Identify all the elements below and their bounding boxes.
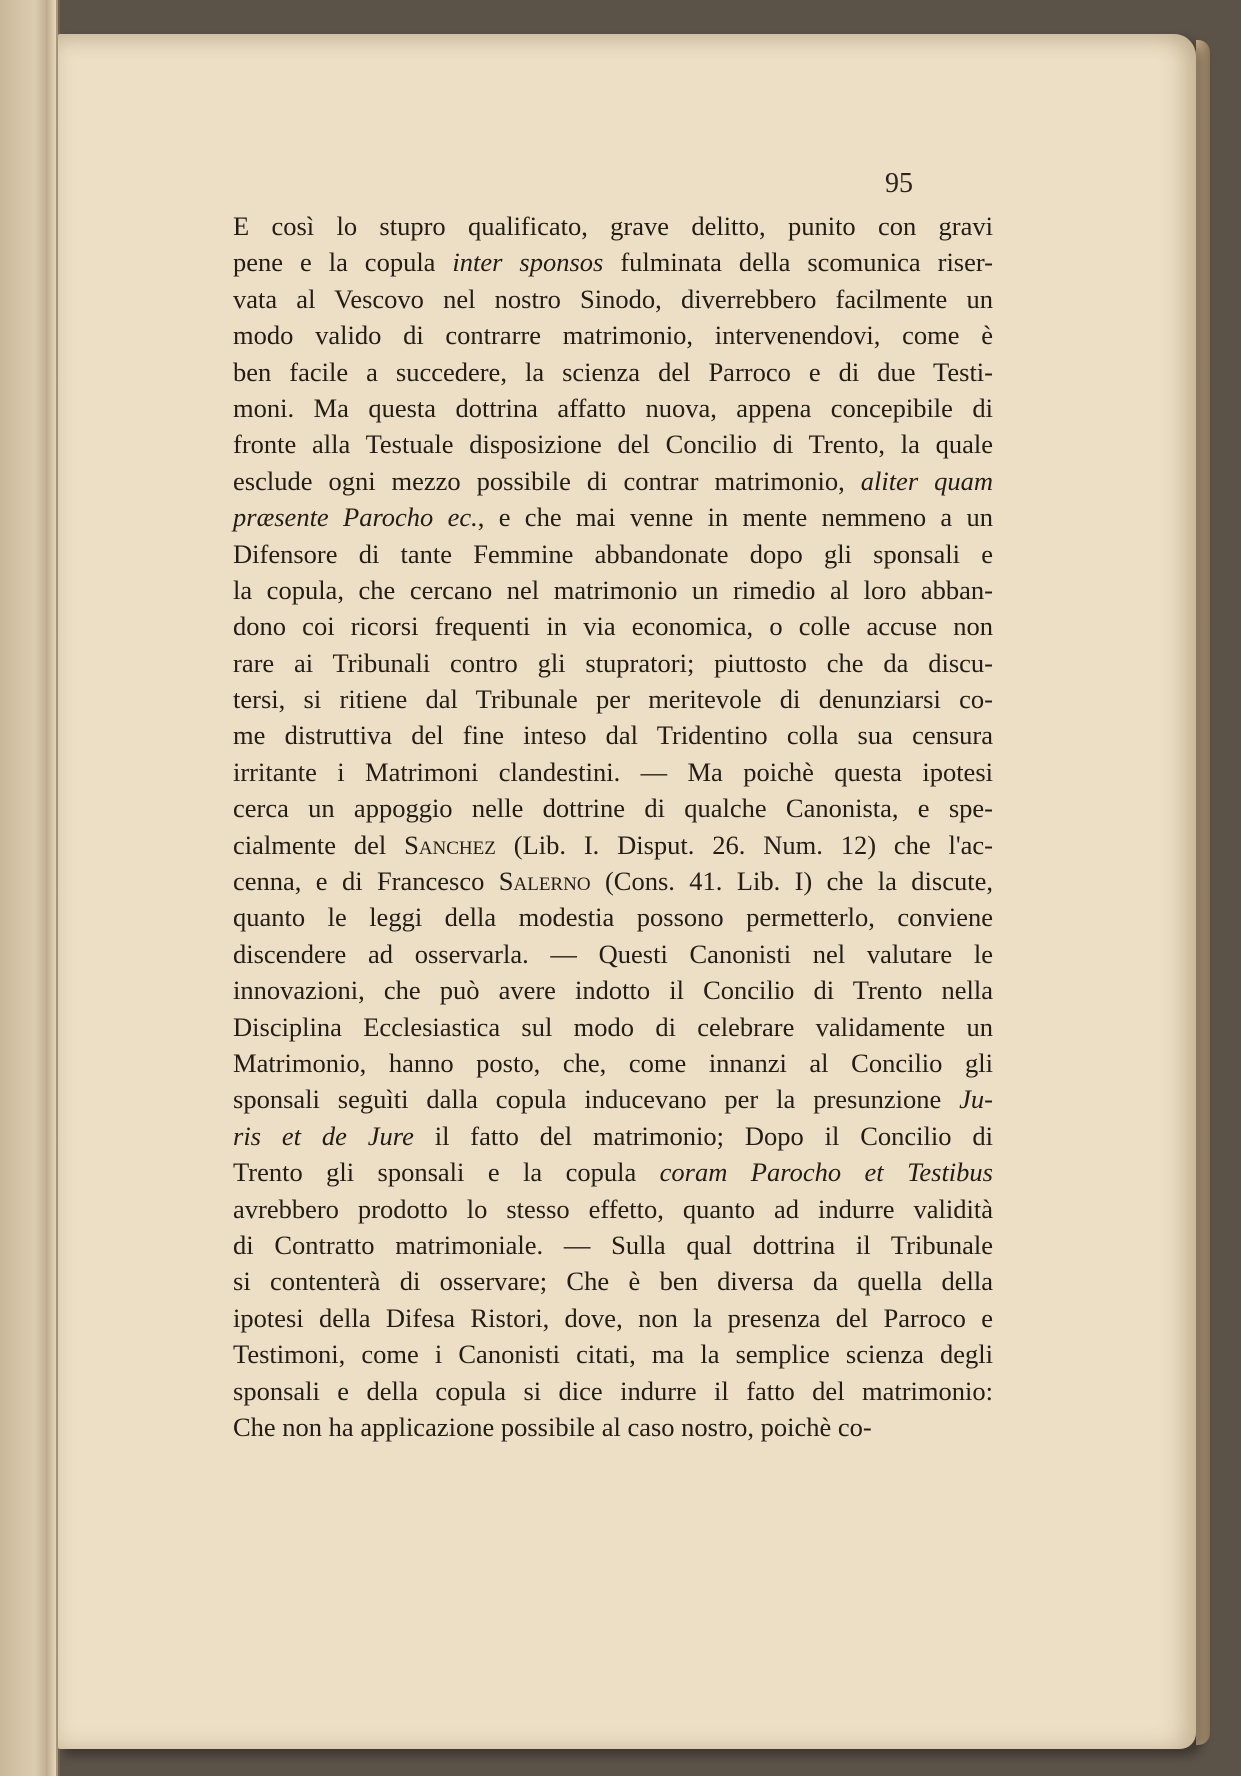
text-line (233, 827, 993, 863)
text-run: (Lib. I. Disput. 26. Num. 12) che l'ac- (495, 829, 993, 860)
text-run: avrebbero prodotto lo stesso effetto, quanto ad indurre validità (233, 1193, 993, 1224)
text-line (233, 717, 993, 753)
text-line (233, 1009, 993, 1045)
text-line (233, 1191, 993, 1227)
text-run: sponsali e della copula si dice indurre il fatto del matrimonio: (233, 1375, 993, 1406)
text-line (233, 863, 993, 899)
text-line (233, 281, 993, 317)
text-line (233, 208, 993, 244)
text-run: , e che mai venne in mente nemmeno a un (477, 502, 993, 533)
text-run: la copula, che cercano nel matrimonio un rimedio al loro abban- (233, 574, 993, 605)
text-line (233, 1336, 993, 1372)
italic-text: ris et de Jure (233, 1120, 414, 1151)
text-run: innovazioni, che può avere indotto il Concilio di Trento nella (233, 975, 993, 1006)
text-run: pene e la copula (233, 247, 453, 278)
text-line (233, 390, 993, 426)
text-line (233, 1409, 993, 1445)
text-line (233, 1118, 993, 1154)
italic-text: coram Parocho et Testibus (659, 1157, 993, 1188)
text-run: Testimoni, come i Canonisti citati, ma la semplice scienza degli (233, 1339, 993, 1370)
text-line (233, 899, 993, 935)
text-run: cialmente del (233, 829, 405, 860)
page-number: 95 (885, 168, 913, 199)
text-line (233, 463, 993, 499)
text-line (233, 499, 993, 535)
text-run: moni. Ma questa dottrina affatto nuova, appena concepibile di (233, 392, 993, 423)
text-run: fronte alla Testuale disposizione del Concilio di Trento, la quale (233, 429, 993, 460)
text-run: Matrimonio, hanno posto, che, come innanzi al Concilio gli (233, 1047, 993, 1078)
text-run: modo valido di contrarre matrimonio, intervenendovi, come è (233, 320, 993, 351)
text-run: il fatto del matrimonio; Dopo il Concilio di (413, 1120, 993, 1151)
text-run: cerca un appoggio nelle dottrine di qualche Canonista, e spe- (233, 793, 993, 824)
text-line (233, 317, 993, 353)
text-run: cenna, e di Francesco (233, 866, 499, 897)
small-caps-name: Sanchez (404, 829, 496, 860)
italic-text: præsente Parocho ec. (233, 502, 478, 533)
text-run: irritante i Matrimoni clandestini. — Ma poichè questa ipotesi (233, 756, 993, 787)
text-run: Trento gli sponsali e la copula (233, 1157, 660, 1188)
italic-text: inter sponsos (452, 247, 604, 278)
text-run: di Contratto matrimoniale. — Sulla qual dottrina il Tribunale (233, 1229, 993, 1260)
text-run: rare ai Tribunali contro gli stupratori; piuttosto che da discu- (233, 647, 993, 678)
text-run: fulminata della scomunica riser- (603, 247, 994, 278)
text-run: me distruttiva del fine inteso dal Tridentino colla sua censura (233, 720, 993, 751)
text-line (233, 426, 993, 462)
text-run: Difensore di tante Femmine abbandonate dopo gli sponsali e (233, 538, 993, 569)
text-line (233, 790, 993, 826)
text-line (233, 536, 993, 572)
text-line (233, 1263, 993, 1299)
text-line (233, 354, 993, 390)
body-text (233, 208, 993, 1445)
italic-text: aliter quam (860, 465, 993, 496)
text-run: vata al Vescovo nel nostro Sinodo, diverrebbero facilmente un (233, 283, 993, 314)
italic-text: Ju- (959, 1084, 993, 1115)
text-run: dono coi ricorsi frequenti in via economica, o colle accuse non (233, 611, 993, 642)
text-line (233, 1154, 993, 1190)
text-run: E così lo stupro qualificato, grave delitto, punito con gravi (233, 211, 993, 241)
page-fore-edge (1196, 40, 1210, 1745)
text-line (233, 645, 993, 681)
text-line (233, 1227, 993, 1263)
text-run: ipotesi della Difesa Ristori, dove, non la presenza del Parroco e (233, 1302, 993, 1333)
text-run: discendere ad osservarla. — Questi Canonisti nel valutare le (233, 938, 993, 969)
text-run: esclude ogni mezzo possibile di contrar matrimonio, (233, 465, 861, 496)
text-run: tersi, si ritiene dal Tribunale per meritevole di denunziarsi co- (233, 684, 993, 715)
text-run: sponsali seguìti dalla copula inducevano per la presunzione (233, 1084, 960, 1115)
gutter-shadow (46, 0, 56, 1776)
text-run: Che non ha applicazione possibile al caso nostro, poichè co- (233, 1411, 872, 1442)
text-run: (Cons. 41. Lib. I) che la discute, (590, 866, 993, 897)
text-line (233, 572, 993, 608)
text-line (233, 1300, 993, 1336)
text-line (233, 681, 993, 717)
small-caps-name: Salerno (498, 866, 591, 897)
text-line (233, 244, 993, 280)
text-line (233, 1373, 993, 1409)
text-run: quanto le leggi della modestia possono permetterlo, conviene (233, 902, 993, 933)
text-line (233, 754, 993, 790)
text-run: si contenterà di osservare; Che è ben diversa da quella della (233, 1266, 993, 1297)
text-line (233, 1045, 993, 1081)
text-run: ben facile a succedere, la scienza del Parroco e di due Testi- (233, 356, 993, 387)
text-line (233, 936, 993, 972)
text-line (233, 972, 993, 1008)
text-line (233, 608, 993, 644)
text-line (233, 1081, 993, 1117)
text-run: Disciplina Ecclesiastica sul modo di celebrare validamente un (233, 1011, 993, 1042)
